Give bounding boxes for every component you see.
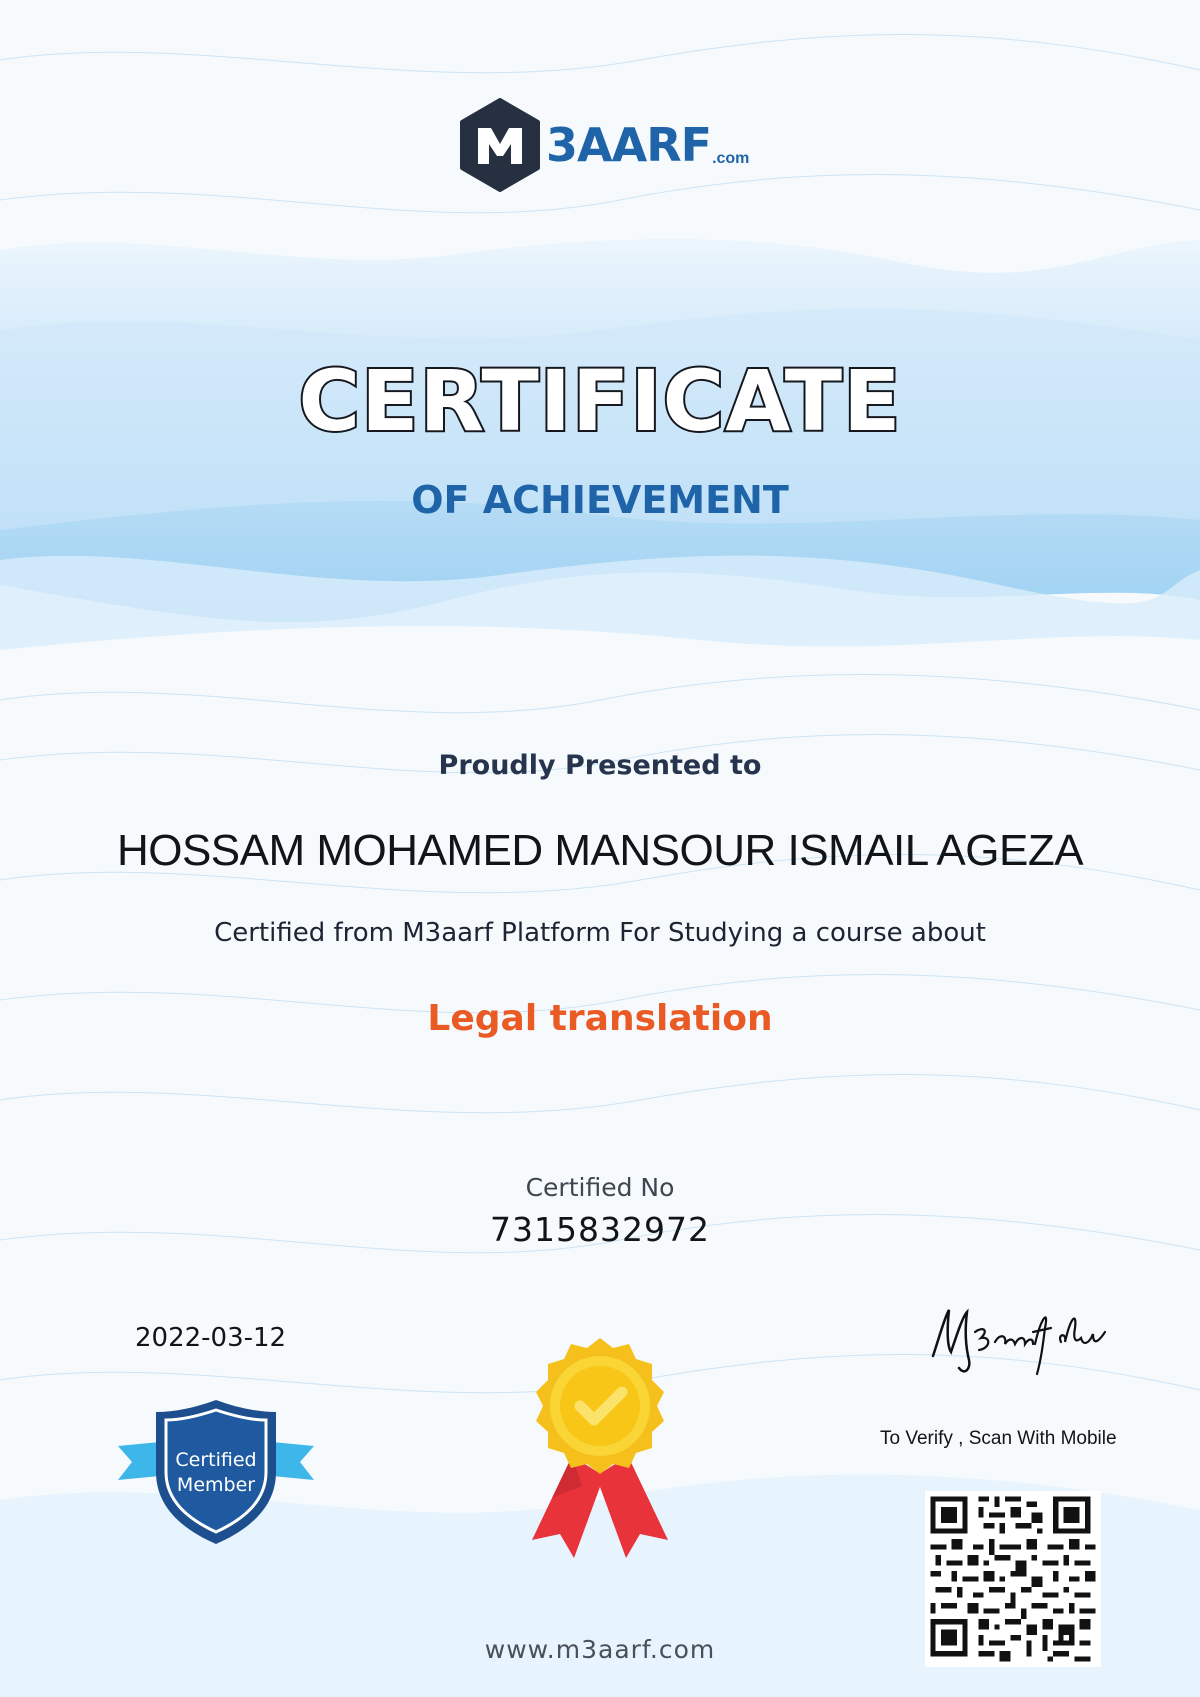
m3aarf-logo — [458, 98, 749, 192]
certificate-number: 7315832972 — [490, 1210, 710, 1249]
recipient-name: HOSSAM MOHAMED MANSOUR ISMAIL AGEZA — [116, 826, 1084, 875]
certificate-title: CERTIFICATE — [298, 352, 902, 450]
gold-medal-ribbon-icon — [518, 1336, 682, 1558]
badge-line-1: Certified — [175, 1449, 257, 1471]
website-url[interactable]: www.m3aarf.com — [484, 1635, 716, 1664]
logo-wordmark: 3AARF — [546, 118, 712, 172]
course-name: Legal translation — [427, 998, 773, 1039]
certificate-number-label: Certified No — [525, 1173, 675, 1202]
badge-line-2: Member — [176, 1474, 256, 1496]
certificate-subtitle: OF ACHIEVEMENT — [411, 478, 789, 522]
logo-hexagon-icon — [458, 98, 542, 192]
signature — [925, 1298, 1115, 1378]
certification-statement: Certified from M3aarf Platform For Studying a course about — [214, 918, 986, 948]
issue-date: 2022-03-12 — [135, 1323, 287, 1353]
logo-tld: .com — [712, 150, 750, 167]
verify-instruction: To Verify , Scan With Mobile — [880, 1428, 1117, 1449]
presented-label: Proudly Presented to — [438, 750, 762, 781]
badge-label — [118, 1448, 314, 1498]
